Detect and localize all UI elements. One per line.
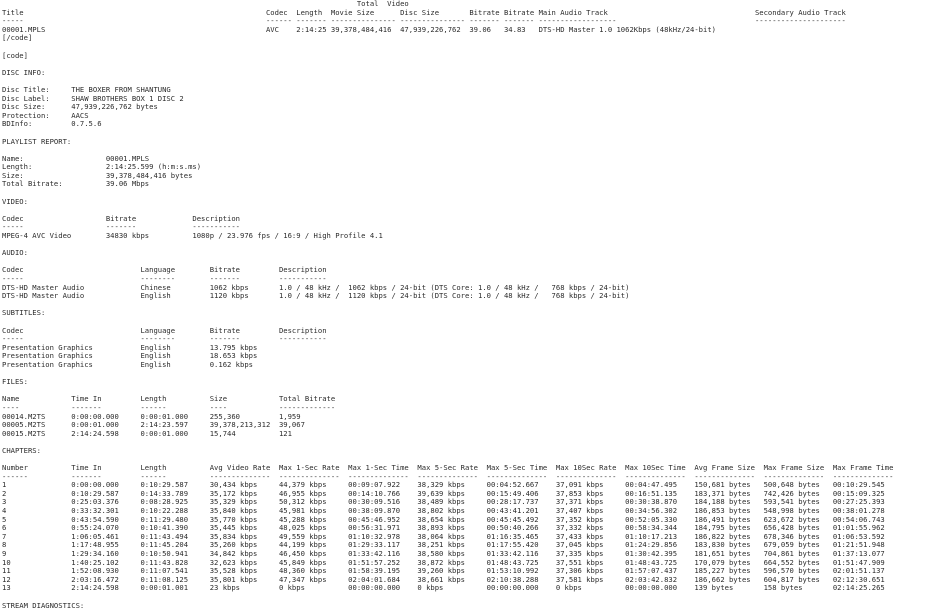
report-line: Presentation Graphics English 18.653 kbps [2, 351, 258, 361]
report-line: BDInfo: 0.7.5.6 [2, 119, 102, 129]
report-line: Name Time In Length Size Total Bitrate [2, 394, 336, 404]
report-line: DTS-HD Master Audio English 1120 kbps 1.0 / 48 kHz / 1120 kbps / 24-bit (DTS Core: 1.0 / 48 kHz / 768 kbps / 24-bit) [2, 291, 630, 301]
report-line: 11 1:52:08.930 0:11:07.541 35,528 kbps 48,360 kbps 01:58:39.195 39,260 kbps 01:53:10.992 37,306 kbps 01:57:07.437 185,227 bytes 596,570 bytes 02:01:51.137 [2, 566, 885, 576]
report-line [2, 301, 943, 310]
report-line [2, 593, 943, 602]
report-line: 12 2:03:16.472 0:11:08.125 35,801 kbps 47,347 kbps 02:04:01.684 38,661 kbps 02:10:38.288 37,581 kbps 02:03:42.832 186,662 bytes 604,817 bytes 02:12:30.651 [2, 574, 885, 584]
report-line: Codec Language Bitrate Description [2, 265, 327, 275]
report-line: 00015.M2TS 2:14:24.598 0:00:01.000 15,744 121 [2, 428, 292, 438]
report-line: STREAM DIAGNOSTICS: [2, 600, 85, 610]
report-line: Number Time In Length Avg Video Rate Max 1-Sec Rate Max 1-Sec Time Max 5-Sec Rate Max 5-Sec Time Max 10Sec Rate Max 10Sec Time Avg Frame Size Max Frame Size Max Frame Time [2, 463, 894, 473]
report-line: 5 0:43:54.590 0:11:29.480 35,770 kbps 45,288 kbps 00:45:46.952 38,654 kbps 00:45:45.492 37,352 kbps 00:52:05.330 186,491 bytes 623,672 bytes 00:54:06.743 [2, 514, 885, 524]
report-line: 3 0:25:03.376 0:08:28.925 35,329 kbps 50,312 kbps 00:30:09.516 38,489 kbps 00:28:17.737 37,371 kbps 00:30:38.870 184,188 bytes 593,541 bytes 00:27:25.393 [2, 497, 885, 507]
report-line: [/code] [2, 33, 33, 43]
report-line: Codec Language Bitrate Description [2, 325, 327, 335]
report-line: Disc Size: 47,939,226,762 bytes [2, 102, 158, 112]
report-line: 7 1:06:05.461 0:11:43.494 35,834 kbps 49,559 kbps 01:10:32.978 38,064 kbps 01:16:35.465 37,433 kbps 01:10:17.213 186,822 bytes 678,346 bytes 01:06:53.592 [2, 531, 885, 541]
report-line: 2 0:10:29.587 0:14:33.789 35,172 kbps 46,955 kbps 00:14:10.766 39,639 kbps 00:15:49.406 37,853 kbps 00:16:51.135 183,371 bytes 742,426 bytes 00:15:09.325 [2, 488, 885, 498]
report-line: ---- ------- ------ ---- ------------- [2, 402, 336, 412]
report-line: 6 0:55:24.070 0:10:41.390 35,445 kbps 48,025 kbps 00:56:31.971 38,893 kbps 00:50:40.266 37,332 kbps 00:58:34.344 184,795 bytes 656,428 bytes 01:01:55.962 [2, 523, 885, 533]
report-line [2, 43, 943, 52]
report-line [2, 370, 943, 379]
report-line: 8 1:17:48.955 0:11:45.204 35,260 kbps 44,199 kbps 01:29:33.117 38,251 kbps 01:17:55.420 37,045 kbps 01:24:29.856 183,830 bytes 679,059 bytes 01:21:51.948 [2, 540, 885, 550]
report-line: Presentation Graphics English 13.795 kbps [2, 342, 258, 352]
report-line [2, 129, 943, 138]
report-line: DTS-HD Master Audio Chinese 1062 kbps 1.0 / 48 kHz / 1062 kbps / 24-bit (DTS Core: 1.0 / 48 kHz / 768 kbps / 24-bit) [2, 282, 630, 292]
report-line: 10 1:40:25.102 0:11:43.828 32,623 kbps 45,849 kbps 01:51:57.252 38,872 kbps 01:48:43.725 37,551 kbps 01:48:43.725 170,079 bytes 664,552 bytes 01:51:47.909 [2, 557, 885, 567]
report-line: MPEG-4 AVC Video 34830 kbps 1080p / 23.976 fps / 16:9 / High Profile 4.1 [2, 231, 383, 241]
bdinfo-report-text [2, 0, 943, 610]
report-line: 00014.M2TS 0:00:00.000 0:00:01.000 255,360 1,959 [2, 411, 301, 421]
report-line: Title Codec Length Movie Size Disc Size Bitrate Bitrate Main Audio Track Secondary Audio Track [2, 7, 846, 17]
report-line [2, 438, 943, 447]
report-line: Length: 2:14:25.599 (h:m:s.ms) [2, 162, 202, 172]
report-line: SUBTITLES: [2, 308, 46, 318]
report-line: 00001.MPLS AVC 2:14:25 39,378,484,416 47,939,226,762 39.06 34.83 DTS-HD Master 1.0 1062Kbps (48kHz/24-bit) [2, 24, 716, 34]
report-line: ----- -------- ------- ----------- [2, 334, 327, 344]
report-line: Disc Label: SHAW BROTHERS BOX 1 DISC 2 [2, 93, 184, 103]
report-line: ----- -------- ------- ----------- [2, 274, 327, 283]
report-line: AUDIO: [2, 248, 28, 258]
report-line: 1 0:00:00.000 0:10:29.587 30,434 kbps 44,379 kbps 00:09:07.922 38,329 kbps 00:04:52.667 37,091 kbps 00:04:47.495 150,681 bytes 500,648 bytes 00:10:29.545 [2, 480, 885, 490]
report-line: Codec Bitrate Description [2, 213, 240, 223]
report-line: Protection: AACS [2, 110, 89, 120]
report-line: VIDEO: [2, 196, 28, 206]
report-line: Disc Title: THE BOXER FROM SHANTUNG [2, 84, 171, 94]
report-line: 4 0:33:32.301 0:10:22.288 35,840 kbps 45,981 kbps 00:38:09.870 38,802 kbps 00:43:41.201 37,407 kbps 00:34:56.302 186,853 bytes 548,998 bytes 00:38:01.278 [2, 506, 885, 516]
report-line: 00005.M2TS 0:00:01.000 2:14:23.597 39,378,213,312 39,067 [2, 420, 305, 430]
report-line: 13 2:14:24.598 0:00:01.001 23 kbps 0 kbps 00:00:00.000 0 kbps 00:00:00.000 0 kbps 00:00:00.000 139 bytes 158 bytes 02:14:25.265 [2, 583, 885, 593]
report-line: ----- ------- ----------- [2, 222, 240, 232]
report-line: FILES: [2, 377, 28, 387]
report-line: [code] [2, 50, 28, 60]
report-line: Total Video [2, 0, 409, 8]
report-line: Size: 39,378,484,416 bytes [2, 170, 193, 180]
report-line: ------ ------- ------ -------------- -------------- -------------- -------------- -------------- -------------- -------------- -------------- -------------- -------------- [2, 471, 894, 481]
report-line: CHAPTERS: [2, 445, 41, 455]
report-line: Total Bitrate: 39.06 Mbps [2, 179, 150, 189]
report-line: Presentation Graphics English 0.162 kbps [2, 359, 253, 369]
report-line: DISC INFO: [2, 67, 46, 77]
report-line: Name: 00001.MPLS [2, 153, 150, 163]
report-line: PLAYLIST REPORT: [2, 136, 72, 146]
report-line [2, 241, 943, 250]
report-line: 9 1:29:34.160 0:10:50.941 34,842 kbps 46,450 kbps 01:33:42.116 38,580 kbps 01:33:42.116 37,335 kbps 01:30:42.395 181,651 bytes 704,861 bytes 01:37:13.077 [2, 549, 885, 558]
report-line [2, 189, 943, 198]
report-line [2, 60, 943, 69]
report-line: ----- ------ ------- --------------- --------------- ------- ------- ------------------ --------------------- [2, 16, 846, 26]
